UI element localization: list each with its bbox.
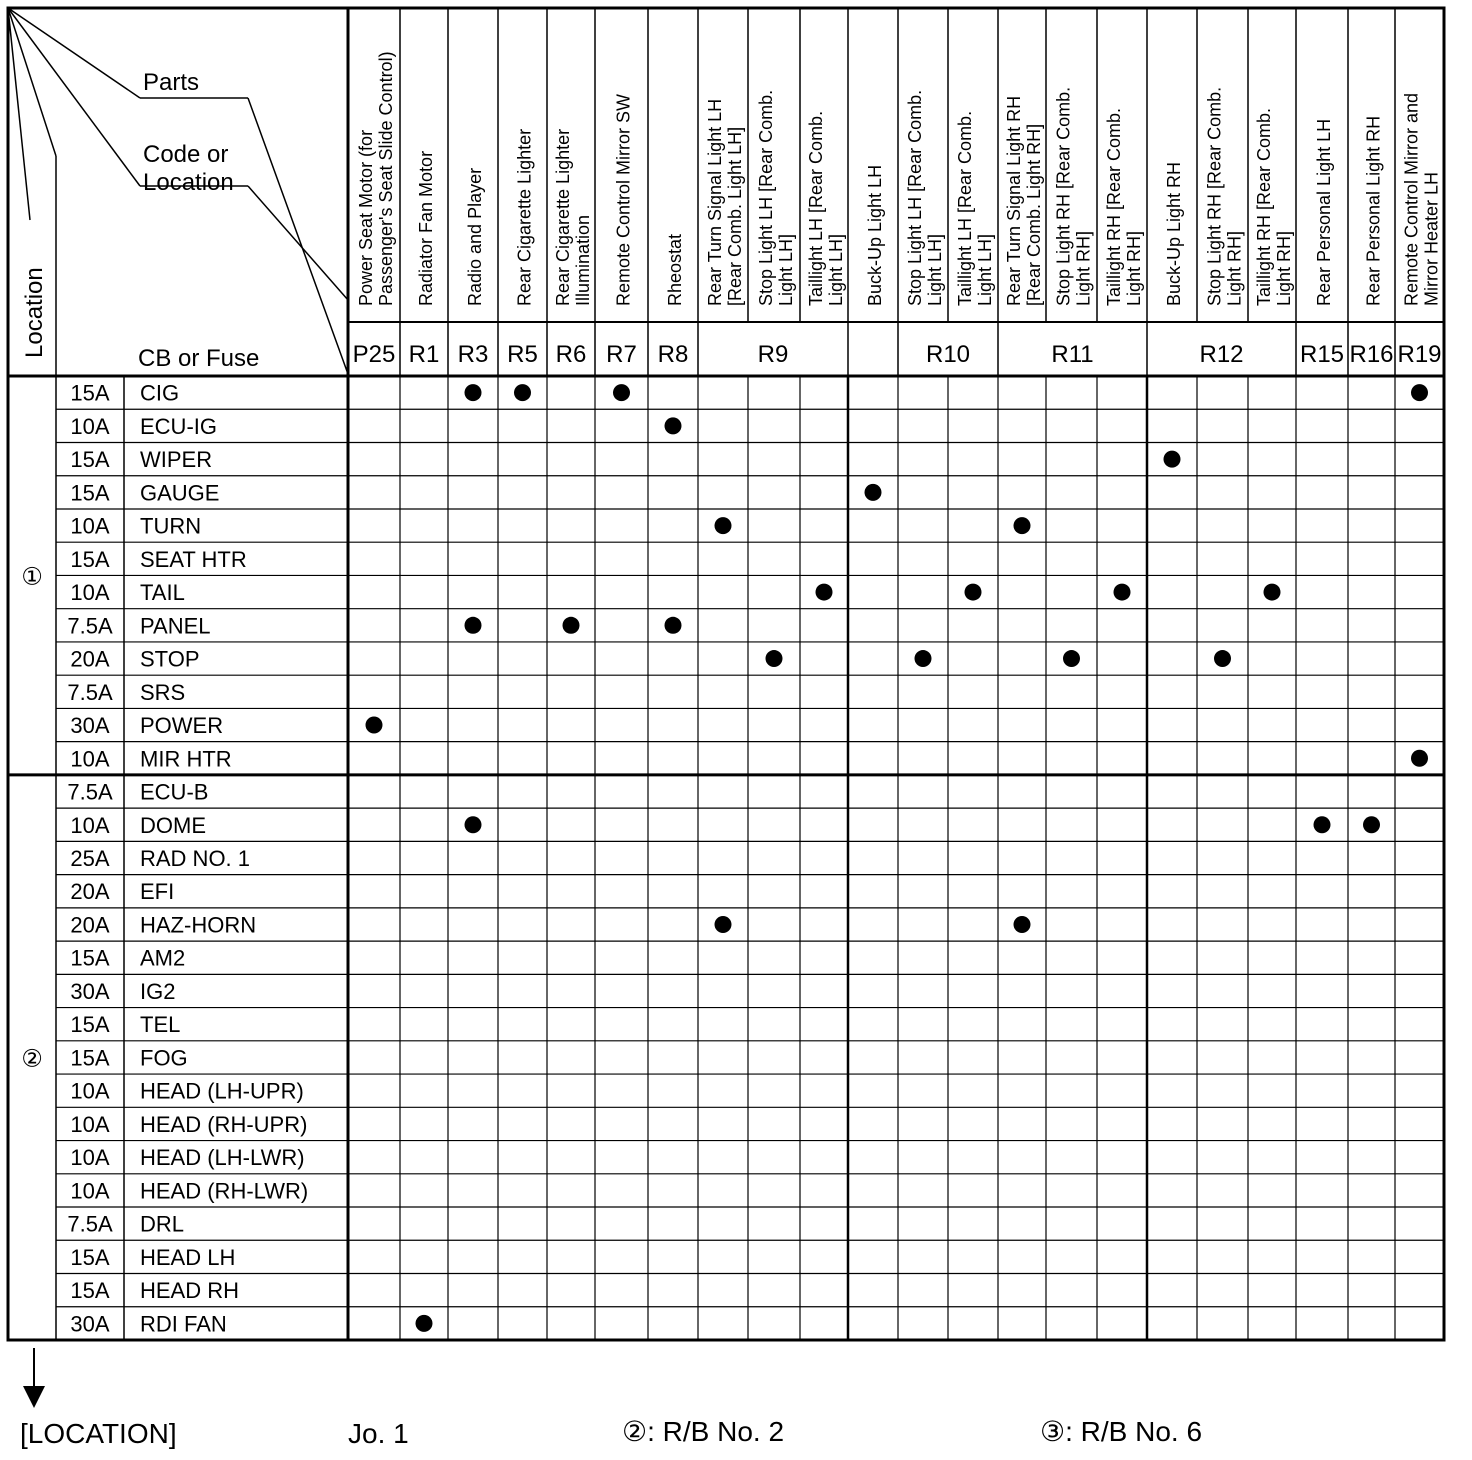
connection-dot [1214, 650, 1231, 667]
part-name: Rheostat [665, 233, 685, 306]
part-name: Light LH] [925, 233, 945, 306]
header-diagonal-line [248, 186, 348, 300]
connection-dot [965, 584, 982, 601]
fuse-amperage: 10A [70, 1078, 110, 1104]
fuse-name: PANEL [140, 613, 211, 639]
connection-dot [416, 1315, 433, 1332]
connection-dot [1063, 650, 1080, 667]
fuse-amperage: 15A [70, 1045, 110, 1071]
part-code-group: R11 [1051, 341, 1094, 368]
fuse-name: ECU-IG [140, 413, 217, 439]
fuse-amperage: 25A [70, 846, 110, 871]
legend-item-3: ③: R/B No. 6 [1040, 1416, 1203, 1447]
fuse-amperage: 15A [70, 945, 110, 971]
part-name: Mirror Heater LH [1421, 171, 1442, 306]
connection-dot [665, 617, 682, 634]
part-name: Light RH] [1224, 230, 1245, 306]
part-name: Buck-Up Light RH [1164, 161, 1184, 306]
part-name: [Rear Comb. Light RH] [1024, 123, 1044, 306]
fuse-amperage: 7.5A [67, 779, 113, 805]
fuse-name: ECU-B [140, 779, 209, 805]
connection-dot [465, 816, 482, 833]
part-name: Illumination [573, 214, 593, 306]
location-symbol: ① [21, 562, 43, 591]
connection-dot [865, 484, 882, 501]
fuse-name: HEAD LH [140, 1244, 236, 1270]
fuse-name: TURN [140, 513, 202, 539]
parts-label: Parts [143, 69, 200, 96]
fuse-name: HEAD RH [140, 1278, 240, 1304]
part-name: Taillight LH [Rear Comb. [806, 110, 826, 306]
fuse-amperage: 30A [70, 1311, 110, 1337]
fuse-amperage: 20A [70, 646, 110, 672]
part-name: Rear Turn Signal Light RH [1004, 95, 1024, 306]
fuse-amperage: 7.5A [67, 679, 113, 705]
part-name: Light LH] [975, 233, 995, 306]
connection-dot [1014, 517, 1031, 534]
fuse-amperage: 10A [70, 746, 110, 772]
fuse-amperage: 15A [70, 1244, 110, 1270]
part-name: Taillight RH [Rear Comb. [1104, 107, 1124, 306]
part-code-group: R10 [925, 341, 971, 368]
fuse-name: HEAD (LH-UPR) [140, 1078, 304, 1104]
fuse-name: SRS [140, 679, 186, 705]
arrow-line [33, 1348, 35, 1388]
connection-dot [1114, 584, 1131, 601]
part-code: R7 [606, 341, 637, 368]
fuse-name: HEAD (RH-UPR) [140, 1111, 308, 1137]
part-code-group: R9 [757, 341, 789, 368]
fuse-amperage: 15A [70, 380, 110, 406]
connection-dot [366, 717, 383, 734]
fuse-name: HEAD (LH-LWR) [140, 1145, 305, 1171]
fuse-name: DOME [140, 812, 206, 838]
part-name: Radio and Player [465, 167, 485, 306]
part-name: Light RH] [1274, 230, 1294, 306]
part-name: Taillight LH [Rear Comb. [955, 110, 975, 306]
connection-dot [1411, 384, 1428, 401]
fuse-name: RAD NO. 1 [140, 846, 251, 871]
connection-dot [514, 384, 531, 401]
part-name: Rear Turn Signal Light LH [705, 98, 725, 306]
fuse-amperage: 15A [70, 546, 110, 572]
fuse-amperage: 15A [70, 447, 110, 473]
connection-dot [665, 417, 682, 434]
connection-dot [563, 617, 580, 634]
part-code: R1 [408, 341, 440, 368]
connection-dot [1363, 816, 1380, 833]
fuse-amperage: 20A [70, 879, 110, 905]
part-code: R19 [1397, 341, 1442, 368]
fuse-name: POWER [140, 713, 224, 739]
connection-dot [915, 650, 932, 667]
part-name: Rear Personal Light RH [1363, 115, 1384, 306]
location-label-header: Location [143, 169, 234, 196]
part-name: Rear Cigarette Lighter [553, 128, 573, 306]
connection-dot [816, 584, 833, 601]
fuse-name: TAIL [140, 580, 185, 606]
fuse-amperage: 7.5A [67, 1211, 113, 1237]
fuse-name: HAZ-HORN [140, 912, 257, 938]
location-symbol: ② [21, 1044, 43, 1073]
header-diagonal-line [8, 8, 140, 98]
part-name: Light RH] [1073, 230, 1094, 306]
cb-fuse-label: CB or Fuse [138, 345, 260, 372]
fuse-amperage: 20A [70, 912, 110, 938]
part-name: Light LH] [776, 233, 796, 306]
part-name: Stop Light LH [Rear Comb. [905, 89, 925, 306]
connection-dot [1314, 816, 1331, 833]
legend-title: [LOCATION] [20, 1418, 177, 1449]
part-code: R15 [1299, 341, 1345, 368]
part-code: R8 [657, 341, 689, 368]
fuse-amperage: 10A [70, 580, 110, 606]
connection-dot [613, 384, 630, 401]
part-name: Passenger's Seat Slide Control) [376, 51, 396, 306]
fuse-name: FOG [140, 1045, 188, 1071]
fuse-name: WIPER [140, 447, 213, 473]
part-code: R6 [555, 341, 587, 368]
fuse-amperage: 10A [70, 513, 110, 539]
part-name: Rear Personal Light LH [1314, 118, 1334, 306]
fuse-name: AM2 [140, 945, 186, 971]
part-name: Taillight RH [Rear Comb. [1254, 107, 1274, 306]
connection-dot [465, 384, 482, 401]
part-name: Stop Light RH [Rear Comb. [1204, 86, 1225, 306]
part-name: Light LH] [826, 233, 846, 306]
fuse-amperage: 15A [70, 480, 110, 506]
arrow-down-icon [23, 1386, 45, 1408]
header-diagonal-line [8, 8, 140, 186]
legend-item-1: Jo. 1 [348, 1418, 409, 1449]
connection-dot [1411, 750, 1428, 767]
fuse-name: HEAD (RH-LWR) [140, 1178, 309, 1204]
fuse-name: DRL [140, 1211, 185, 1237]
part-name: Stop Light RH [Rear Comb. [1053, 86, 1074, 306]
connection-dot [766, 650, 783, 667]
part-name: Remote Control Mirror and [1401, 92, 1422, 306]
part-code: R5 [507, 341, 538, 368]
fuse-name: MIR HTR [140, 746, 232, 772]
fuse-name: RDI FAN [140, 1311, 227, 1337]
part-code: R16 [1349, 341, 1394, 368]
part-code-group: R12 [1199, 341, 1244, 368]
part-name: Rear Cigarette Lighter [514, 128, 535, 306]
part-code: R3 [457, 341, 489, 368]
header-diagonal-line [248, 98, 348, 374]
fuse-amperage: 10A [70, 1145, 110, 1171]
fuse-name: CIG [140, 380, 180, 406]
part-name: [Rear Comb. Light LH] [725, 126, 745, 306]
fuse-amperage: 10A [70, 812, 110, 838]
legend-item-2: ②: R/B No. 2 [622, 1416, 785, 1447]
connection-dot [1014, 916, 1031, 933]
code-label: Code or [143, 141, 229, 168]
connection-dot [1264, 584, 1281, 601]
fuse-name: EFI [140, 879, 175, 905]
part-code: P25 [352, 341, 396, 368]
part-name: Power Seat Motor (for [356, 129, 376, 306]
fuse-amperage: 10A [70, 413, 110, 439]
part-name: Remote Control Mirror SW [613, 93, 634, 306]
fuse-name: TEL [140, 1012, 181, 1038]
part-name: Buck-Up Light LH [865, 164, 885, 306]
fuse-name: GAUGE [140, 480, 220, 506]
connection-dot [1164, 451, 1181, 468]
part-name: Radiator Fan Motor [416, 150, 436, 306]
fuse-name: STOP [140, 646, 200, 672]
connection-dot [715, 517, 732, 534]
fuse-amperage: 30A [70, 713, 110, 739]
part-name: Light RH] [1124, 230, 1144, 306]
fuse-amperage: 10A [70, 1111, 110, 1137]
fuse-amperage: 10A [70, 1178, 110, 1204]
connection-dot [715, 916, 732, 933]
fuse-amperage: 30A [70, 978, 110, 1004]
fuse-amperage: 15A [70, 1012, 110, 1038]
location-axis-label: Location [21, 267, 48, 358]
fuse-amperage: 15A [70, 1278, 110, 1304]
fuse-name: IG2 [140, 978, 176, 1004]
part-name: Stop Light LH [Rear Comb. [756, 89, 776, 306]
fuse-amperage: 7.5A [67, 613, 113, 639]
fuse-name: SEAT HTR [140, 546, 247, 572]
connection-dot [465, 617, 482, 634]
